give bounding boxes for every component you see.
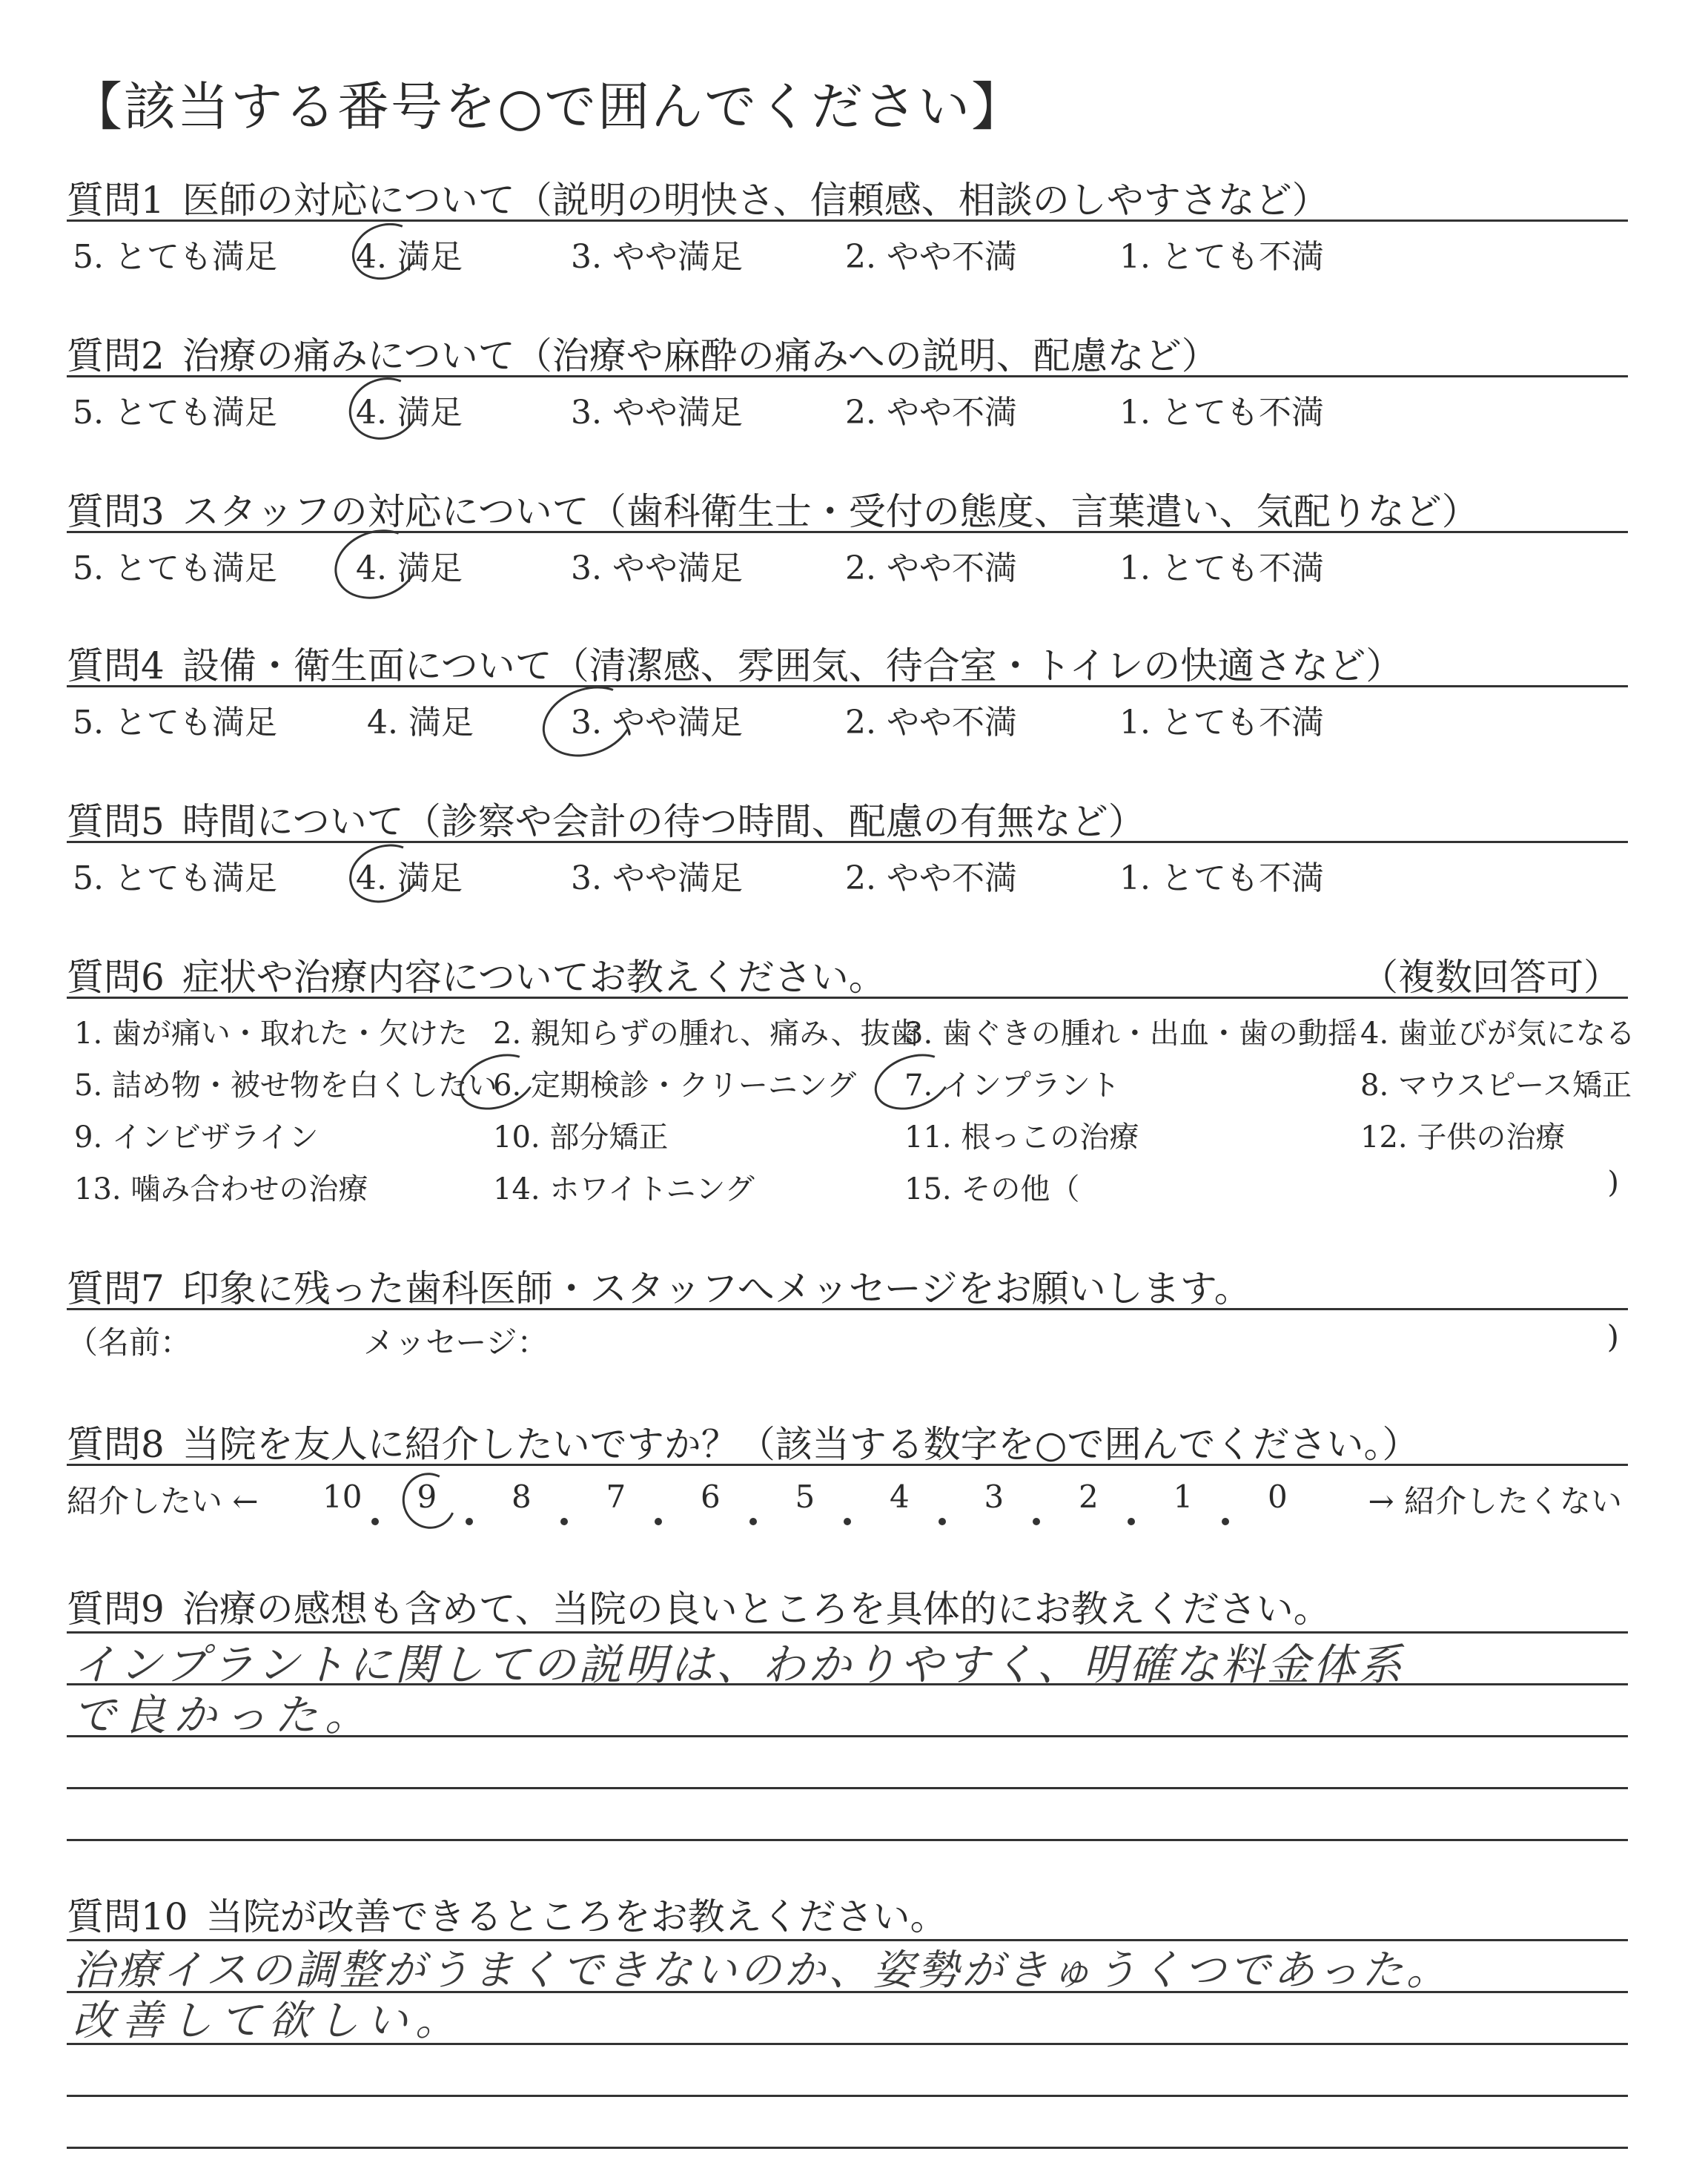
- option-5[interactable]: 5. とても満足: [73, 859, 277, 897]
- question-number: 質問2: [67, 334, 165, 377]
- scale-option-2[interactable]: 2: [1079, 1479, 1099, 1515]
- option-4[interactable]: 4. 満足: [356, 549, 463, 587]
- question-title: 当院を友人に紹介したいですか？（該当する数字を○で囲んでください。）: [182, 1423, 1420, 1466]
- symptom-option-7[interactable]: 7. インプラント: [904, 1069, 1120, 1103]
- question-6: [67, 948, 1635, 1215]
- divider: [67, 997, 1628, 999]
- option-1[interactable]: 1. とても不満: [1119, 394, 1324, 432]
- answer-line: [67, 1787, 1628, 1789]
- question-7: [67, 1259, 1628, 1363]
- option-1[interactable]: 1. とても不満: [1119, 549, 1324, 587]
- question-1: [67, 171, 1628, 276]
- scale-option-1[interactable]: 1: [1173, 1479, 1194, 1515]
- scale-separator: [655, 1496, 662, 1533]
- scale-separator: [560, 1496, 568, 1533]
- option-5[interactable]: 5. とても満足: [73, 549, 277, 587]
- question-8: [67, 1415, 1628, 1526]
- option-4[interactable]: 4. 満足: [356, 859, 463, 897]
- scale-separator: [1033, 1496, 1040, 1533]
- recommend-right-label: → 紹介したくない: [1368, 1483, 1622, 1519]
- option-5[interactable]: 5. とても満足: [73, 238, 277, 276]
- question-2: [67, 326, 1628, 432]
- option-5[interactable]: 5. とても満足: [73, 394, 277, 432]
- scale-separator: [749, 1496, 757, 1533]
- selection-circle: [451, 1044, 543, 1120]
- scale-separator: [371, 1496, 379, 1533]
- option-2[interactable]: 2. やや不満: [845, 859, 1017, 897]
- scale-option-8[interactable]: 8: [512, 1479, 532, 1515]
- divider: [67, 219, 1628, 222]
- option-4[interactable]: 4. 満足: [367, 704, 474, 742]
- divider: [67, 531, 1628, 533]
- option-1[interactable]: 1. とても不満: [1119, 859, 1324, 897]
- scale-option-10[interactable]: 10: [322, 1479, 363, 1515]
- option-2[interactable]: 2. やや不満: [845, 704, 1017, 742]
- option-3[interactable]: 3. やや満足: [571, 238, 743, 276]
- symptom-option-9[interactable]: 9. インビザライン: [74, 1120, 319, 1155]
- symptom-option-2[interactable]: 2. 親知らずの腫れ、痛み、抜歯: [493, 1017, 920, 1051]
- scale-option-5[interactable]: 5: [795, 1479, 815, 1515]
- selection-circle: [344, 214, 427, 288]
- symptom-option-14[interactable]: 14. ホワイトニング: [493, 1172, 755, 1206]
- scale-separator: [466, 1496, 473, 1533]
- message-label: メッセージ：: [363, 1324, 549, 1361]
- scale-separator: [844, 1496, 851, 1533]
- question-number: 質問4: [67, 644, 165, 687]
- scale-option-4[interactable]: 4: [890, 1479, 910, 1515]
- question-5: [67, 792, 1628, 897]
- option-3[interactable]: 3. やや満足: [571, 549, 743, 587]
- multiple-answers-note: （複数回答可）: [1361, 956, 1621, 999]
- question-title: 印象に残った歯科医師・スタッフへメッセージをお願いします。: [182, 1267, 1251, 1310]
- handwritten-answer-line-1: インプラントに関しての説明は、わかりやすく、明確な料金体系: [73, 1639, 1405, 1690]
- option-5[interactable]: 5. とても満足: [73, 704, 277, 742]
- question-title: 治療の感想も含めて、当院の良いところを具体的にお教えください。: [182, 1588, 1331, 1631]
- answer-line: [67, 2147, 1628, 2149]
- symptom-option-1[interactable]: 1. 歯が痛い・取れた・欠けた: [74, 1017, 468, 1051]
- recommend-left-label: 紹介したい ←: [67, 1483, 259, 1519]
- symptom-option-10[interactable]: 10. 部分矯正: [493, 1120, 669, 1155]
- option-4[interactable]: 4. 満足: [356, 238, 463, 276]
- option-3[interactable]: 3. やや満足: [571, 394, 743, 432]
- option-2[interactable]: 2. やや不満: [845, 238, 1017, 276]
- question-3: [67, 482, 1628, 587]
- option-3[interactable]: 3. やや満足: [571, 704, 743, 742]
- answer-line: [67, 2095, 1628, 2097]
- question-title: 医師の対応について（説明の明快さ、信頼感、相談のしやすさなど）: [182, 179, 1329, 222]
- scale-option-0[interactable]: 0: [1268, 1479, 1288, 1515]
- symptom-option-3[interactable]: 3. 歯ぐきの腫れ・出血・歯の動揺: [904, 1017, 1357, 1051]
- divider: [67, 841, 1628, 843]
- symptom-option-6[interactable]: 6. 定期検診・クリーニング: [493, 1069, 857, 1103]
- question-number: 質問10: [67, 1895, 188, 1938]
- question-number: 質問9: [67, 1588, 165, 1631]
- question-number: 質問7: [67, 1267, 165, 1310]
- symptom-option-15[interactable]: 15. その他（: [904, 1172, 1080, 1206]
- scale-separator: [1222, 1496, 1229, 1533]
- symptom-option-11[interactable]: 11. 根っこの治療: [904, 1120, 1139, 1155]
- question-title: 設備・衛生面について（清潔感、雰囲気、待合室・トイレの快適さなど）: [182, 644, 1403, 687]
- symptom-option-12[interactable]: 12. 子供の治療: [1360, 1120, 1566, 1155]
- name-label: （名前：: [67, 1324, 192, 1361]
- scale-option-9[interactable]: 9: [417, 1479, 437, 1515]
- question-number: 質問3: [67, 490, 165, 533]
- symptom-option-13[interactable]: 13. 噛み合わせの治療: [74, 1172, 368, 1206]
- divider: [67, 375, 1628, 377]
- scale-separator: [939, 1496, 946, 1533]
- scale-option-7[interactable]: 7: [606, 1479, 626, 1515]
- question-title: 治療の痛みについて（治療や麻酔の痛みへの説明、配慮など）: [182, 334, 1219, 377]
- option-1[interactable]: 1. とても不満: [1119, 704, 1324, 742]
- question-9: [67, 1579, 1628, 1861]
- question-title: 症状や治療内容についてお教えください。: [182, 956, 886, 999]
- option-2[interactable]: 2. やや不満: [845, 394, 1017, 432]
- question-number: 質問1: [67, 179, 165, 222]
- scale-separator: [1128, 1496, 1135, 1533]
- question-number: 質問5: [67, 800, 165, 843]
- handwritten-answer-line-2: で良かった。: [73, 1690, 376, 1740]
- handwritten-answer-line-2: 改善して欲しい。: [73, 1997, 464, 2045]
- divider: [67, 685, 1628, 687]
- instruction-header: 【該当する番号を○で囲んでください】: [70, 76, 1025, 137]
- option-3[interactable]: 3. やや満足: [571, 859, 743, 897]
- question-number: 質問8: [67, 1423, 165, 1466]
- selection-circle: [867, 1044, 959, 1120]
- symptom-option-4[interactable]: 4. 歯並びが気になる: [1360, 1017, 1635, 1051]
- message-close-paren: ): [1606, 1318, 1619, 1355]
- symptom-option-5[interactable]: 5. 詰め物・被せ物を白くしたい: [74, 1069, 497, 1103]
- selection-circle: [394, 1465, 464, 1536]
- option-4[interactable]: 4. 満足: [356, 394, 463, 432]
- option-2[interactable]: 2. やや不満: [845, 549, 1017, 587]
- question-title: 時間について（診察や会計の待つ時間、配慮の有無など）: [182, 800, 1145, 843]
- scale-option-3[interactable]: 3: [984, 1479, 1004, 1515]
- handwritten-answer-line-1: 治療イスの調整がうまくできないのか、姿勢がきゅうくつであった。: [73, 1946, 1451, 1995]
- question-title: 当院が改善できるところをお教えください。: [205, 1895, 947, 1938]
- question-10: [67, 1887, 1628, 2160]
- selection-circle: [340, 368, 428, 449]
- scale-option-6[interactable]: 6: [701, 1479, 721, 1515]
- divider: [67, 1464, 1628, 1466]
- question-number: 質問6: [67, 956, 165, 999]
- selection-circle: [341, 835, 428, 913]
- symptom-option-8[interactable]: 8. マウスピース矯正: [1360, 1069, 1632, 1103]
- option-1[interactable]: 1. とても不満: [1119, 238, 1324, 276]
- answer-line: [67, 1839, 1628, 1841]
- question-4: [67, 636, 1628, 740]
- question-title: スタッフの対応について（歯科衛生士・受付の態度、言葉遣い、気配りなど）: [182, 490, 1479, 533]
- divider: [67, 1308, 1628, 1310]
- other-close-paren: ): [1607, 1166, 1619, 1200]
